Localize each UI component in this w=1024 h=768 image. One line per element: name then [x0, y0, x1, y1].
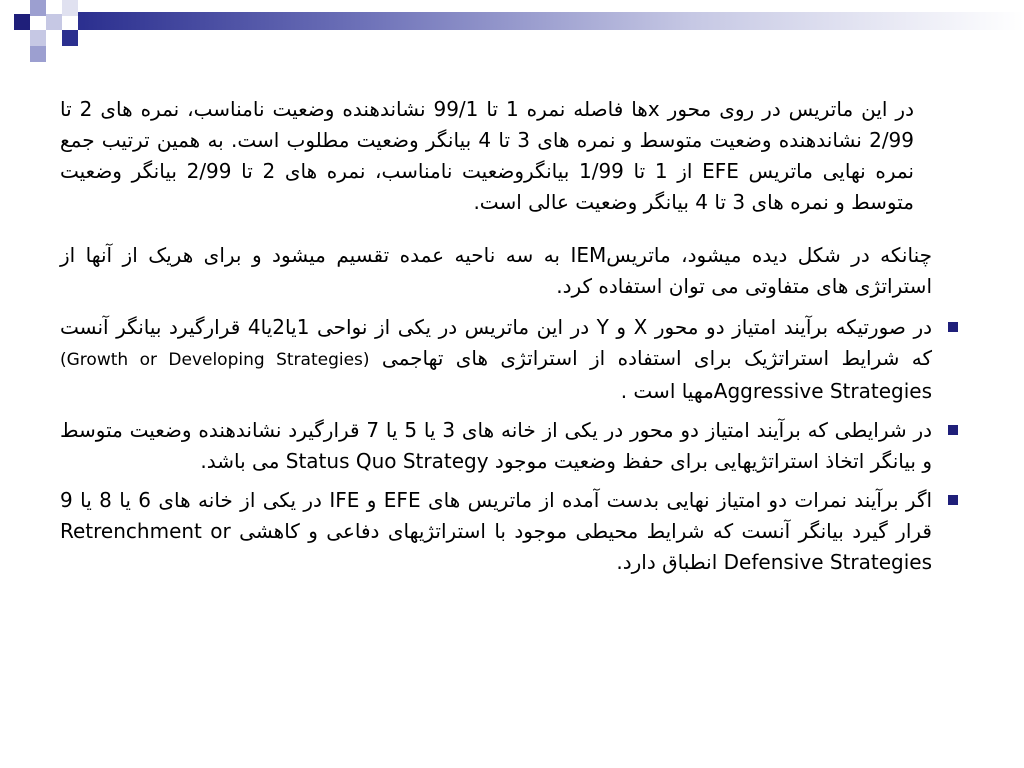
deco-square	[30, 0, 46, 16]
bullet-item-defensive	[60, 485, 932, 578]
iem-description: چنانکه در شکل دیده میشود، ماتریسIEM به سه ناحیه عمده تقسیم میشود و برای هریک از آنها از استراتژی های متفاوتی می توان استفاده کرد.	[60, 243, 932, 298]
header-gradient-bar	[78, 12, 1024, 30]
bullet-text-end: انطباق دارد.	[616, 550, 724, 574]
intro-paragraph: در این ماتریس در روی محور xها فاصله نمره 1 تا 99/1 نشاندهنده وضعیت نامناسب، نمره های 2 تا 2/99 نشاندهنده وضعیت متوسط و نمره های 3 تا 4 بیانگر وضعیت مطلوب است. به همین ترتیب جمع نمره نهایی ماتریس EFE از 1 تا 1/99 بیانگروضعیت نامناسب، نمره های 2 تا 2/99 بیانگر وضعیت متوسط و نمره های 3 تا 4 بیانگر وضعیت عالی است.	[60, 97, 915, 214]
deco-square	[30, 46, 46, 62]
bullet-item-aggressive	[60, 312, 932, 407]
bullet-text: در صورتیکه برآیند امتیاز دو محور X و Y در این ماتریس در یکی از نواحی 1یا2یا4 قرارگیرد بیانگر آنست که شرایط استراتژیک برای استفاده از استراتژی های تهاجمی	[60, 315, 933, 370]
bullet-text-end: مهیا است .	[620, 379, 714, 403]
bullet-strategy-name: Aggressive Strategies	[713, 379, 932, 403]
bullet-text-end: می باشد.	[200, 449, 286, 473]
bullet-item-status-quo	[60, 415, 932, 477]
bullet-icon	[948, 425, 958, 435]
deco-square	[46, 14, 62, 30]
slide-body	[60, 94, 932, 586]
bullet-text: اگر برآیند نمرات دو امتیاز نهایی بدست آمده از ماتریس های EFE و IFE در یکی از خانه های 6 یا 8 یا 9 قرار گیرد بیانگر آنست که شرایط محیطی موجود با استراتژیهای دفاعی و کاهشی	[60, 488, 933, 543]
bullet-strategy-name: Retrenchment or Defensive Strategies	[60, 519, 932, 574]
bullet-text: در شرایطی که برآیند امتیاز دو محور در یکی از خانه های 3 یا 5 یا 7 قرارگیرد نشاندهنده وضعیت متوسط و بیانگر اتخاذ استراتژیهایی برای حفظ وضعیت موجود	[60, 418, 933, 473]
deco-square	[14, 14, 30, 30]
bullet-icon	[948, 322, 958, 332]
deco-square	[62, 30, 78, 46]
deco-square	[62, 0, 78, 16]
bullet-icon	[948, 495, 958, 505]
bullet-small-english: (Growth or Developing Strategies)	[60, 350, 370, 370]
deco-square	[30, 30, 46, 46]
bullet-strategy-name: Status Quo Strategy	[285, 449, 489, 473]
header-decoration	[0, 0, 1024, 64]
